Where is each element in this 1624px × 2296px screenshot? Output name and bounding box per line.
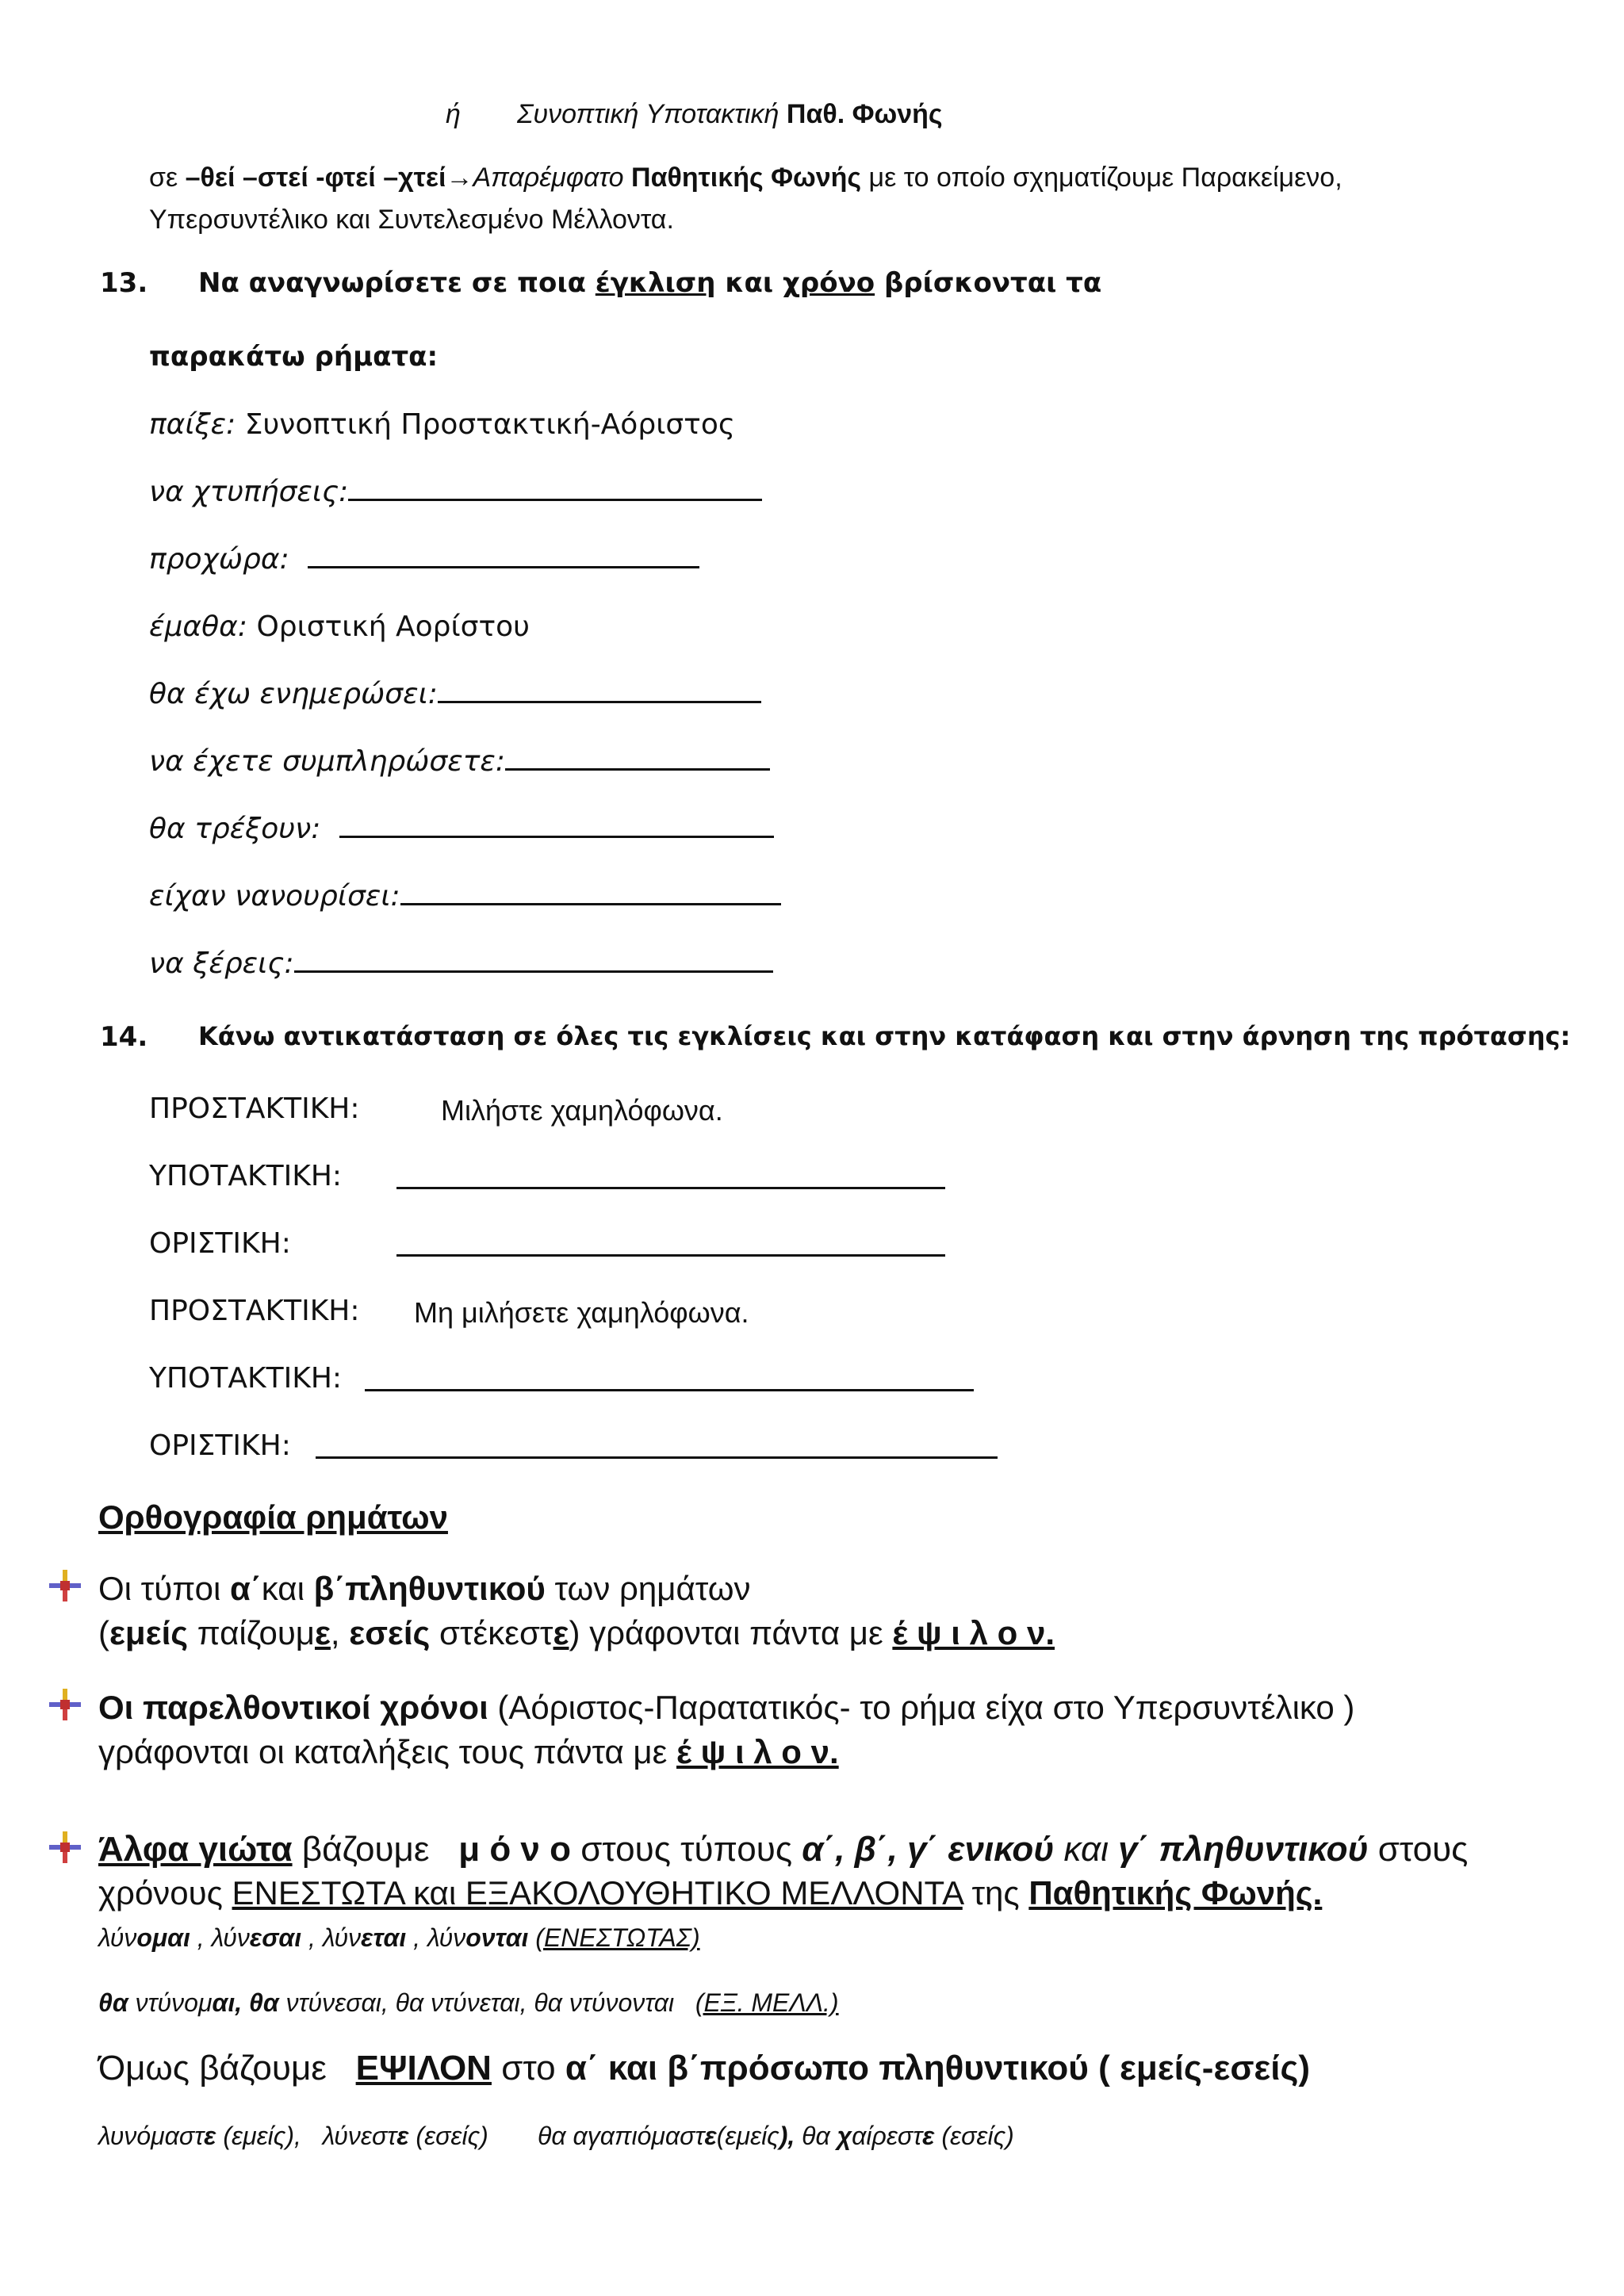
ex1-w2a: λύν bbox=[211, 1923, 250, 1952]
q13-item-6 bbox=[149, 745, 770, 778]
q13-item-4 bbox=[149, 610, 530, 643]
q13-verb: θα τρέξουν: bbox=[149, 813, 321, 845]
b3-t3: στους bbox=[1377, 1830, 1469, 1869]
answer-blank-line[interactable] bbox=[396, 1187, 945, 1189]
intro-rest: με το οποίο σχηματίζουμε Παρακείμενο, bbox=[868, 163, 1342, 193]
ex2-tha1: θα bbox=[98, 1988, 128, 2017]
q13-text-3: βρίσκονται τα bbox=[883, 267, 1102, 299]
b2-t2: (Αόριστος-Παρατατικός- το ρήμα είχα στο Υπερσυντέλικο ) bbox=[497, 1689, 1355, 1726]
ex1-w2b: εσαι bbox=[249, 1923, 302, 1952]
intro-endings: –θεί –στεί -φτεί –χτεί bbox=[185, 163, 446, 193]
example-2 bbox=[98, 1988, 839, 2018]
b1-b: β΄πληθυντικού bbox=[313, 1570, 546, 1607]
ex3-c7: αίρεστ bbox=[852, 2122, 923, 2150]
ex1-w1a: λύν bbox=[98, 1923, 137, 1952]
q13-verb: να ξέρεις: bbox=[149, 947, 294, 980]
answer-blank-line[interactable] bbox=[505, 768, 770, 771]
ex2-v3: θα ντύνεται, bbox=[395, 1988, 527, 2017]
q14-heading: Κάνω αντικατάσταση σε όλες τις εγκλίσεις και στην κατάφαση και στην άρνηση της πρότασης: bbox=[198, 1021, 1571, 1051]
ex3-c6: χ bbox=[837, 2122, 852, 2150]
q13-eglisi: έγκλιση bbox=[595, 267, 716, 299]
intro-line-1 bbox=[149, 163, 1342, 193]
ex1-w1b: ομαι bbox=[136, 1923, 190, 1952]
intro-aparemfato: Απαρέμφατο bbox=[473, 163, 624, 193]
omos-t1: Όμως βάζουμε bbox=[98, 2049, 327, 2087]
ex3-c9: (εσείς) bbox=[934, 2122, 1014, 2150]
q13-heading-line-2: παρακάτω ρήματα: bbox=[149, 341, 439, 373]
q13-item-8 bbox=[149, 880, 781, 913]
b1-e2: ε bbox=[553, 1614, 569, 1651]
ex3-c8: ε bbox=[922, 2122, 935, 2150]
b3-l2d: Παθητικής Φωνής. bbox=[1028, 1874, 1323, 1911]
b1-close: ) γράφονται πάντα με bbox=[569, 1614, 883, 1651]
bullet-3-line-1 bbox=[98, 1830, 1468, 1869]
b3-t2: στους τύπους bbox=[580, 1830, 793, 1869]
b3-kai: και bbox=[1063, 1830, 1109, 1869]
q13-item-1 bbox=[149, 408, 735, 441]
b2-epsilon: έ ψ ι λ ο ν. bbox=[676, 1733, 839, 1770]
q13-verb: να έχετε συμπληρώσετε: bbox=[149, 745, 505, 778]
ex2-v4: θα ντύνονται bbox=[534, 1988, 675, 2017]
b3-gpl: γ΄ πληθυντικού bbox=[1118, 1830, 1369, 1869]
ex1-w3b: εται bbox=[361, 1923, 407, 1952]
ex3-c3: (εμείς bbox=[716, 2122, 779, 2150]
bullet-icon bbox=[49, 1689, 81, 1720]
answer-blank-line[interactable] bbox=[365, 1389, 974, 1391]
ex3-c4: ), bbox=[779, 2122, 795, 2150]
q13-item-5 bbox=[149, 678, 761, 710]
q14-label: ΠΡΟΣΤΑΚΤΙΚΗ: bbox=[149, 1295, 360, 1327]
q13-verb: παίξε: bbox=[149, 408, 236, 441]
intro-pathitikis: Παθητικής Φωνής bbox=[631, 163, 862, 193]
bullet-1-line-1 bbox=[98, 1570, 751, 1608]
b1-a: α΄ bbox=[229, 1570, 262, 1607]
answer-blank-line[interactable] bbox=[348, 499, 762, 501]
example-1 bbox=[98, 1923, 700, 1953]
b1-open: ( bbox=[98, 1614, 109, 1651]
b1-t2: και bbox=[261, 1570, 304, 1607]
b1-eseis: εσείς bbox=[349, 1614, 431, 1651]
arrow-icon: → bbox=[446, 163, 473, 193]
b1-e1: ε bbox=[314, 1614, 331, 1651]
ex3-c1: θα αγαπιόμαστ bbox=[538, 2122, 705, 2150]
q14-row-5 bbox=[149, 1362, 342, 1395]
b3-l2c: της bbox=[971, 1874, 1020, 1911]
q14-row-4 bbox=[149, 1295, 360, 1327]
ex2-v2: ντύνεσαι, bbox=[285, 1988, 389, 2017]
b1-comma: , bbox=[330, 1614, 340, 1651]
answer-blank-line[interactable] bbox=[308, 566, 699, 568]
q14-label: ΟΡΙΣΤΙΚΗ: bbox=[149, 1429, 291, 1462]
omos-t2: στο bbox=[501, 2049, 556, 2087]
q14-value-1: Μιλήστε χαμηλόφωνα. bbox=[441, 1094, 723, 1127]
bullet-3-line-2 bbox=[98, 1874, 1322, 1912]
header-eta: ή bbox=[446, 99, 461, 129]
ex1-w4b: ονται bbox=[465, 1923, 529, 1952]
q14-number: 14. bbox=[100, 1021, 148, 1053]
ex3-b3: (εσείς) bbox=[408, 2122, 488, 2150]
q13-answer: Οριστική Αορίστου bbox=[256, 610, 530, 643]
q14-row-1 bbox=[149, 1093, 360, 1125]
q13-verb: έμαθα: bbox=[149, 610, 247, 643]
q14-label: ΥΠΟΤΑΚΤΙΚΗ: bbox=[149, 1362, 343, 1395]
header-syn-ypot: Συνοπτική Υποτακτική bbox=[517, 99, 779, 129]
example-3 bbox=[98, 2122, 1014, 2151]
b2-t1: Οι παρελθοντικοί χρόνοι bbox=[98, 1689, 488, 1726]
q13-verb: προχώρα: bbox=[149, 543, 289, 576]
answer-blank-line[interactable] bbox=[294, 970, 773, 973]
omos-line bbox=[98, 2049, 1310, 2088]
ex1-w3a: λύν bbox=[322, 1923, 362, 1952]
intro-se: σε bbox=[149, 163, 178, 193]
bullet-icon bbox=[49, 1831, 81, 1863]
bullet-2-line-2 bbox=[98, 1733, 839, 1771]
bullet-icon bbox=[49, 1570, 81, 1601]
answer-blank-line[interactable] bbox=[438, 701, 761, 703]
q14-label: ΥΠΟΤΑΚΤΙΚΗ: bbox=[149, 1160, 343, 1192]
ex2-tha2: θα bbox=[248, 1988, 279, 2017]
q14-row-3 bbox=[149, 1227, 291, 1260]
q13-item-3 bbox=[149, 543, 699, 576]
b3-l2a: χρόνους bbox=[98, 1874, 223, 1911]
q13-number: 13. bbox=[100, 267, 148, 299]
ex1-tag: (ΕΝΕΣΤΩΤΑΣ) bbox=[535, 1923, 700, 1952]
b2-line2: γράφονται οι καταλήξεις τους πάντα με bbox=[98, 1733, 668, 1770]
q13-item-7 bbox=[149, 813, 774, 845]
q13-verb: είχαν νανουρίσει: bbox=[149, 880, 400, 913]
q14-value-4: Μη μιλήσετε χαμηλόφωνα. bbox=[414, 1296, 749, 1329]
ex1-sep: , bbox=[406, 1923, 427, 1952]
b1-t1: Οι τύποι bbox=[98, 1570, 221, 1607]
answer-blank-line[interactable] bbox=[400, 903, 781, 905]
q13-text-2: και bbox=[725, 267, 774, 299]
ortho-title: Ορθογραφία ρημάτων bbox=[98, 1498, 448, 1536]
q13-answer: Συνοπτική Προστακτική-Αόριστος bbox=[244, 408, 736, 441]
b3-l2b: ΕΝΕΣΤΩΤΑ και ΕΞΑΚΟΛΟΥΘΗΤΙΚΟ ΜΕΛΛΟΝΤΑ bbox=[232, 1874, 963, 1911]
b3-alfa: Άλφα γιώτα bbox=[98, 1830, 293, 1869]
b3-t1: βάζουμε bbox=[301, 1830, 430, 1869]
q14-row-6 bbox=[149, 1429, 291, 1462]
ex3-b1: λύνεστ bbox=[322, 2122, 397, 2150]
intro-line-2: Υπερσυντέλικο και Συντελεσμένο Μέλλοντα. bbox=[149, 205, 674, 235]
q14-row-2 bbox=[149, 1160, 342, 1192]
ex3-a2: ε bbox=[204, 2122, 216, 2150]
ex3-c2: ε bbox=[704, 2122, 717, 2150]
bullet-1-line-2 bbox=[98, 1614, 1055, 1652]
q13-verb: να χτυπήσεις: bbox=[149, 476, 349, 508]
q14-label: ΠΡΟΣΤΑΚΤΙΚΗ: bbox=[149, 1093, 360, 1125]
q13-xrono: χρόνο bbox=[782, 267, 875, 299]
b1-paizoum: παίζουμ bbox=[197, 1614, 315, 1651]
b1-epsilon: έ ψ ι λ ο ν. bbox=[892, 1614, 1055, 1651]
b3-mono: μ ό ν ο bbox=[458, 1830, 572, 1869]
q13-item-9 bbox=[149, 947, 773, 980]
q13-item-2 bbox=[149, 476, 762, 508]
ex2-e1: αι, bbox=[212, 1988, 243, 2017]
ex1-sep: , bbox=[301, 1923, 323, 1952]
b3-forms: α΄, β΄, γ΄ ενικού bbox=[802, 1830, 1055, 1869]
ex3-b2: ε bbox=[396, 2122, 409, 2150]
q14-label: ΟΡΙΣΤΙΚΗ: bbox=[149, 1227, 291, 1260]
ex2-tag: (ΕΞ. ΜΕΛΛ.) bbox=[695, 1988, 839, 2017]
b1-emeis: εμείς bbox=[109, 1614, 189, 1651]
ex3-a3: (εμείς), bbox=[216, 2122, 301, 2150]
header-path-fonis: Παθ. Φωνής bbox=[786, 99, 943, 129]
header-line bbox=[517, 99, 943, 130]
ex1-w4a: λύν bbox=[427, 1923, 466, 1952]
ex3-a1: λυνόμαστ bbox=[98, 2122, 205, 2150]
omos-t3: α΄ και β΄πρόσωπο πληθυντικού ( εμείς-εσείς) bbox=[565, 2049, 1311, 2087]
omos-epsilon: ΕΨΙΛΟΝ bbox=[355, 2049, 492, 2087]
b1-t3: των ρημάτων bbox=[554, 1570, 751, 1607]
q13-heading bbox=[198, 267, 1101, 299]
ex2-v1: ντύνομ bbox=[135, 1988, 213, 2017]
answer-blank-line[interactable] bbox=[339, 836, 774, 838]
q13-verb: θα έχω ενημερώσει: bbox=[149, 678, 438, 710]
ex3-c5: θα bbox=[795, 2122, 837, 2150]
bullet-2-line-1 bbox=[98, 1689, 1354, 1727]
b1-stekest: στέκεστ bbox=[439, 1614, 553, 1651]
ex1-sep: , bbox=[190, 1923, 212, 1952]
answer-blank-line[interactable] bbox=[316, 1456, 998, 1459]
answer-blank-line[interactable] bbox=[396, 1254, 945, 1257]
q13-text-1: Να αναγνωρίσετε σε ποια bbox=[198, 267, 586, 299]
